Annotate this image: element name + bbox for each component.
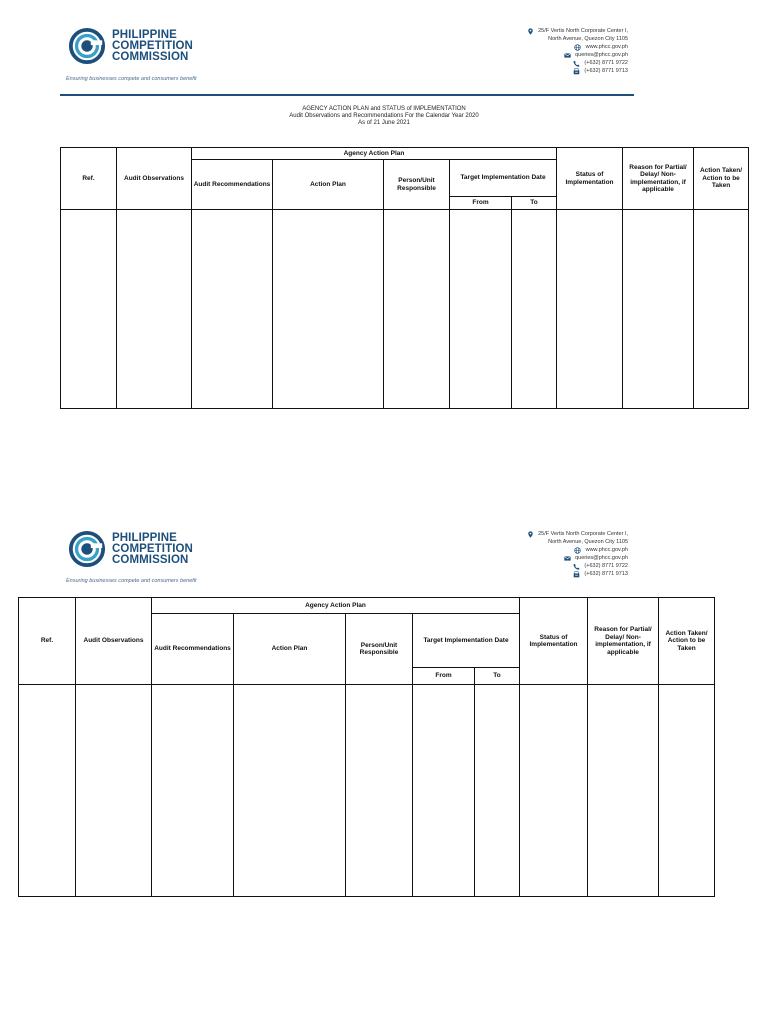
table-cell[interactable] bbox=[512, 210, 557, 409]
address-line1: 25/F Vertis North Corporate Center I, bbox=[538, 531, 628, 537]
location-pin-icon bbox=[526, 531, 534, 538]
website-link[interactable]: www.phcc.gov.ph bbox=[585, 547, 628, 553]
report-titles bbox=[234, 106, 534, 127]
address-line2: North Avenue, Quezon City 1105 bbox=[548, 36, 628, 42]
table-cell[interactable] bbox=[520, 685, 588, 897]
org-name-line2: COMPETITION bbox=[112, 542, 193, 555]
col-to-header: To bbox=[475, 668, 520, 685]
email-link[interactable]: queries@phcc.gov.ph bbox=[575, 555, 628, 561]
col-audit-recommendations-header: Audit Recommendations bbox=[192, 160, 273, 210]
table-cell[interactable] bbox=[346, 685, 413, 897]
report-subtitle: Audit Observations and Recommendations For the Calendar Year 2020 bbox=[289, 113, 479, 119]
action-plan-table bbox=[18, 597, 715, 897]
table-cell[interactable] bbox=[694, 210, 749, 409]
email-link[interactable]: queries@phcc.gov.ph bbox=[575, 52, 628, 58]
report-date: As of 21 June 2021 bbox=[358, 120, 410, 126]
document-page-2 bbox=[0, 500, 768, 920]
org-name-line2: COMPETITION bbox=[112, 39, 193, 52]
globe-icon bbox=[574, 44, 582, 51]
col-action-taken-header: Action Taken/ Action to be Taken bbox=[659, 598, 715, 685]
fax-icon bbox=[572, 571, 580, 578]
table-cell[interactable] bbox=[557, 210, 623, 409]
pcc-circle-logo-icon bbox=[68, 27, 106, 65]
col-status-header: Status of Implementation bbox=[520, 598, 588, 685]
envelope-icon bbox=[563, 52, 571, 59]
agency-action-plan-header: Agency Action Plan bbox=[192, 148, 557, 160]
table-cell[interactable] bbox=[76, 685, 152, 897]
table-cell[interactable] bbox=[19, 685, 76, 897]
table-cell[interactable] bbox=[623, 210, 694, 409]
col-to-header: To bbox=[512, 197, 557, 210]
table-row bbox=[61, 210, 749, 409]
report-title: AGENCY ACTION PLAN and STATUS of IMPLEMENTATION bbox=[302, 106, 466, 112]
address-line2: North Avenue, Quezon City 1105 bbox=[548, 539, 628, 545]
phone-1: (+632) 8771 9722 bbox=[584, 563, 628, 569]
pcc-circle-logo-icon bbox=[68, 530, 106, 568]
col-audit-observations-header: Audit Observations bbox=[117, 148, 192, 210]
globe-icon bbox=[574, 547, 582, 554]
contact-block bbox=[488, 27, 628, 75]
phone-2: (+632) 8771 9713 bbox=[584, 571, 628, 577]
table-cell[interactable] bbox=[152, 685, 234, 897]
pcc-logo bbox=[68, 27, 193, 65]
table-cell[interactable] bbox=[273, 210, 384, 409]
table-cell[interactable] bbox=[475, 685, 520, 897]
col-reason-header: Reason for Partial/ Delay/ Non-implementation, if applicable bbox=[588, 598, 659, 685]
table-cell[interactable] bbox=[450, 210, 512, 409]
col-target-date-header: Target Implementation Date bbox=[450, 160, 557, 197]
table-cell[interactable] bbox=[659, 685, 715, 897]
envelope-icon bbox=[563, 555, 571, 562]
table-cell[interactable] bbox=[234, 685, 346, 897]
agency-action-plan-header: Agency Action Plan bbox=[152, 598, 520, 614]
col-action-taken-header: Action Taken/ Action to be Taken bbox=[694, 148, 749, 210]
org-name-line1: PHILIPPINE bbox=[112, 28, 177, 41]
address-line1: 25/F Vertis North Corporate Center I, bbox=[538, 28, 628, 34]
col-ref-header: Ref. bbox=[61, 148, 117, 210]
header-divider bbox=[60, 94, 634, 96]
phone-1: (+632) 8771 9722 bbox=[584, 60, 628, 66]
table-cell[interactable] bbox=[61, 210, 117, 409]
col-action-plan-header: Action Plan bbox=[273, 160, 384, 210]
org-name-line3: COMMISSION bbox=[112, 553, 189, 566]
col-person-responsible-header: Person/Unit Responsible bbox=[384, 160, 450, 210]
org-name-line3: COMMISSION bbox=[112, 50, 189, 63]
col-person-responsible-header: Person/Unit Responsible bbox=[346, 614, 413, 685]
phone-icon bbox=[572, 60, 580, 67]
location-pin-icon bbox=[526, 28, 534, 35]
table-cell[interactable] bbox=[588, 685, 659, 897]
col-reason-header: Reason for Partial/ Delay/ Non-implementation, if applicable bbox=[623, 148, 694, 210]
table-cell[interactable] bbox=[117, 210, 192, 409]
org-tagline: Ensuring businesses compete and consumers benefit bbox=[66, 76, 197, 82]
phone-2: (+632) 8771 9713 bbox=[584, 68, 628, 74]
col-from-header: From bbox=[450, 197, 512, 210]
table-row bbox=[19, 685, 715, 897]
table-cell[interactable] bbox=[384, 210, 450, 409]
col-target-date-header: Target Implementation Date bbox=[413, 614, 520, 668]
col-status-header: Status of Implementation bbox=[557, 148, 623, 210]
col-ref-header: Ref. bbox=[19, 598, 76, 685]
table-cell[interactable] bbox=[413, 685, 475, 897]
col-action-plan-header: Action Plan bbox=[234, 614, 346, 685]
phone-icon bbox=[572, 563, 580, 570]
col-from-header: From bbox=[413, 668, 475, 685]
col-audit-observations-header: Audit Observations bbox=[76, 598, 152, 685]
pcc-logo bbox=[68, 530, 193, 568]
col-audit-recommendations-header: Audit Recommendations bbox=[152, 614, 234, 685]
org-name-line1: PHILIPPINE bbox=[112, 531, 177, 544]
contact-block bbox=[488, 530, 628, 578]
org-tagline: Ensuring businesses compete and consumers benefit bbox=[66, 578, 197, 584]
website-link[interactable]: www.phcc.gov.ph bbox=[585, 44, 628, 50]
fax-icon bbox=[572, 68, 580, 75]
action-plan-table bbox=[60, 147, 749, 409]
document-page-1 bbox=[0, 0, 768, 460]
table-cell[interactable] bbox=[192, 210, 273, 409]
